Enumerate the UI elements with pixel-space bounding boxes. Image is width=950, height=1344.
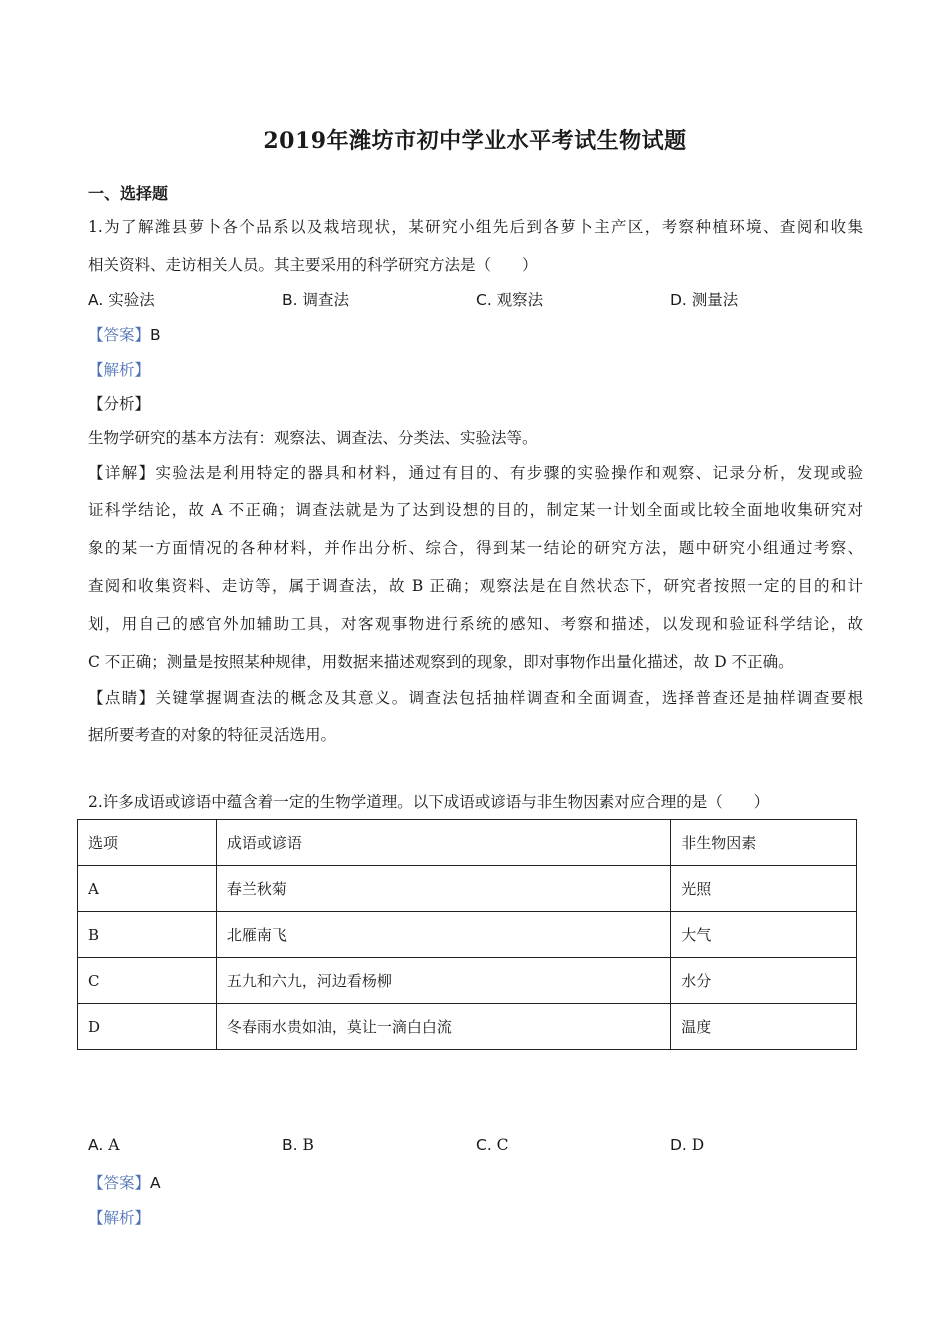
table-cell: 温度 [671, 1004, 857, 1050]
q1-detail-line-1: 【详解】实验法是利用特定的器具和材料，通过有目的、有步骤的实验操作和观察、记录分析，发现或验 [88, 464, 863, 482]
table-cell: B [78, 912, 217, 958]
table-cell: 大气 [671, 912, 857, 958]
table-header-cell: 选项 [78, 820, 217, 866]
table-cell: 北雁南飞 [216, 912, 670, 958]
q2-option-b: B. B [282, 1136, 314, 1154]
q1-detail-line-6: C 不正确；测量是按照某种规律，用数据来描述观察到的现象，即对事物作出量化描述，故 D 不正确。 [88, 653, 794, 671]
table-row [78, 958, 857, 1004]
table-cell: A [78, 866, 217, 912]
table-header-cell: 成语或谚语 [216, 820, 670, 866]
q2-option-a: A. A [88, 1136, 120, 1154]
table-cell: D [78, 1004, 217, 1050]
q1-stem-line-1: 1.为了解潍县萝卜各个品系以及栽培现状，某研究小组先后到各萝卜主产区，考察种植环境、查阅和收集 [88, 218, 863, 236]
q2-option-c: C. C [476, 1136, 509, 1154]
table-header-cell: 非生物因素 [671, 820, 857, 866]
q1-fenxi-label: 【分析】 [88, 395, 151, 413]
q1-dianjing-line-1: 【点睛】关键掌握调查法的概念及其意义。调查法包括抽样调查和全面调查，选择普查还是抽样调查要根 [88, 689, 863, 707]
q1-detail-line-5: 划，用自己的感官外加辅助工具，对客观事物进行系统的感知、考察和描述，以发现和验证科学结论，故 [88, 615, 863, 633]
table-cell: 五九和六九，河边看杨柳 [216, 958, 670, 1004]
table-header-row [78, 820, 857, 866]
q1-fenxi-text: 生物学研究的基本方法有：观察法、调查法、分类法、实验法等。 [88, 429, 538, 447]
q1-answer: 【答案】B [88, 326, 161, 344]
page-title: 2019年潍坊市初中学业水平考试生物试题 [263, 128, 687, 154]
q1-option-c: C. 观察法 [476, 291, 544, 309]
q1-option-b: B. 调查法 [282, 291, 349, 309]
q1-option-d: D. 测量法 [670, 291, 739, 309]
table-cell: C [78, 958, 217, 1004]
q2-stem: 2.许多成语或谚语中蕴含着一定的生物学道理。以下成语或谚语与非生物因素对应合理的是（ ） [88, 793, 770, 811]
q1-detail-line-2: 证科学结论，故 A 不正确；调查法就是为了达到设想的目的，制定某一计划全面或比较全面地收集研究对 [88, 501, 863, 519]
q2-analysis-label: 【解析】 [88, 1209, 151, 1227]
q1-option-a: A. 实验法 [88, 291, 155, 309]
q1-stem-line-2: 相关资料、走访相关人员。其主要采用的科学研究方法是（ ） [88, 256, 538, 274]
q1-detail-line-4: 查阅和收集资料、走访等，属于调查法，故 B 正确；观察法是在自然状态下，研究者按照一定的目的和计 [88, 577, 863, 595]
q1-detail-line-3: 象的某一方面情况的各种材料，并作出分析、综合，得到某一结论的研究方法，题中研究小组通过考察、 [88, 539, 863, 557]
q1-dianjing-line-2: 据所要考查的对象的特征灵活选用。 [88, 726, 337, 744]
q2-option-d: D. D [670, 1136, 705, 1154]
table-cell: 冬春雨水贵如油，莫让一滴白白流 [216, 1004, 670, 1050]
table-row [78, 912, 857, 958]
q2-table [77, 819, 857, 1050]
q1-analysis-label: 【解析】 [88, 361, 151, 379]
table-row [78, 1004, 857, 1050]
table-cell: 光照 [671, 866, 857, 912]
q2-answer: 【答案】A [88, 1174, 161, 1192]
table-cell: 水分 [671, 958, 857, 1004]
table-cell: 春兰秋菊 [216, 866, 670, 912]
section-heading: 一、选择题 [88, 184, 169, 203]
table-row [78, 866, 857, 912]
